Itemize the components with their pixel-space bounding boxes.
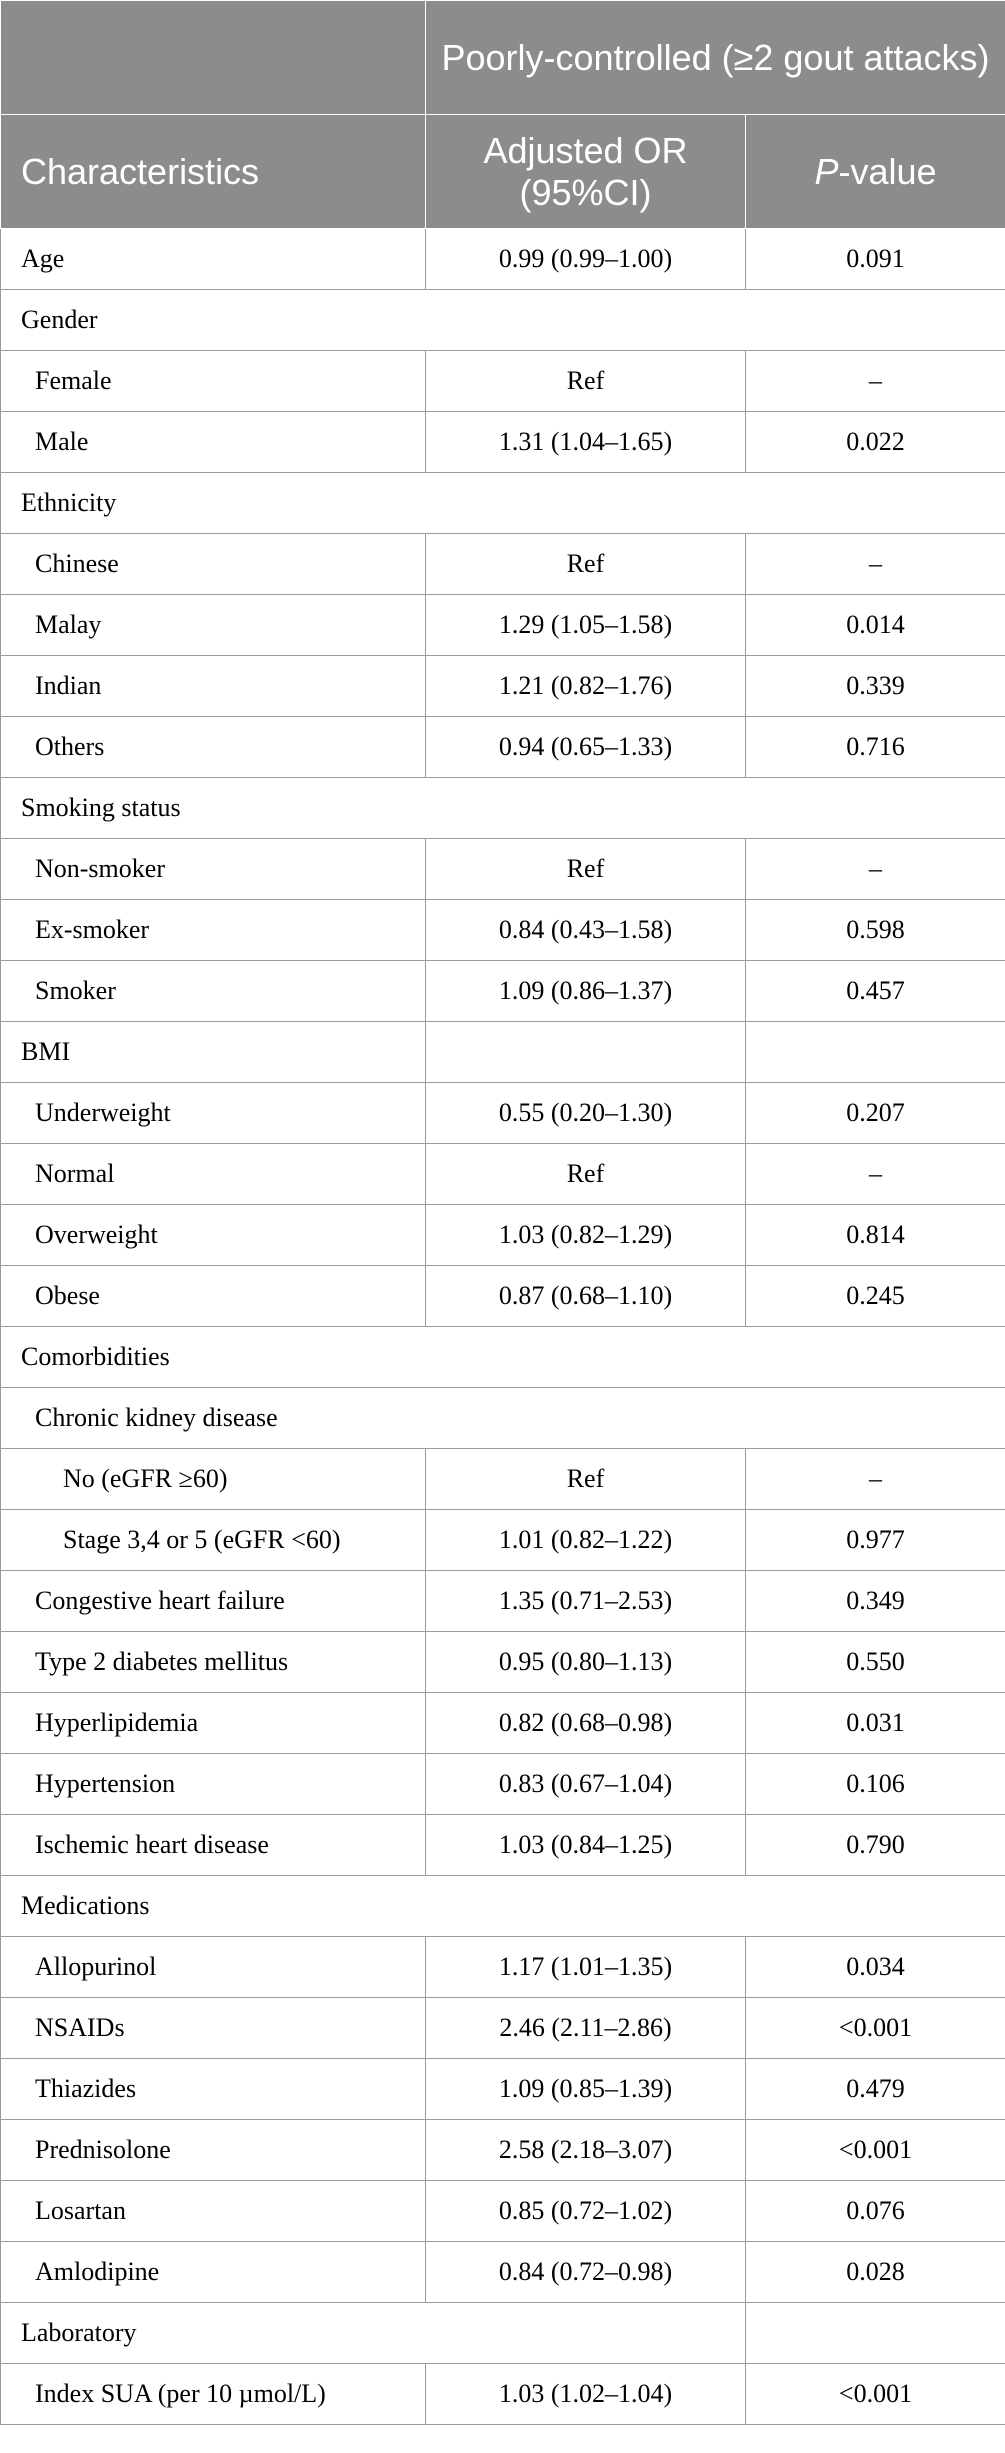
row-or: 2.46 (2.11–2.86): [426, 1998, 746, 2059]
header-characteristics: Characteristics: [1, 115, 426, 229]
row-p: 0.790: [746, 1815, 1005, 1876]
row-or: [426, 1022, 746, 1083]
row-p: 0.716: [746, 717, 1005, 778]
table-row: [1, 1327, 1005, 1388]
section-label: Laboratory: [1, 2303, 746, 2364]
table-row: [1, 1632, 1005, 1693]
row-p: 0.245: [746, 1266, 1005, 1327]
row-p: <0.001: [746, 2364, 1005, 2425]
table-row: [1, 1876, 1005, 1937]
table-row: [1, 2242, 1005, 2303]
row-or: 1.01 (0.82–1.22): [426, 1510, 746, 1571]
table-row: [1, 1754, 1005, 1815]
table-row: [1, 2364, 1005, 2425]
row-or: 0.84 (0.43–1.58): [426, 900, 746, 961]
row-or: 0.87 (0.68–1.10): [426, 1266, 746, 1327]
row-label: Losartan: [1, 2181, 426, 2242]
row-label: Chinese: [1, 534, 426, 595]
row-label: Indian: [1, 656, 426, 717]
table-row: [1, 1693, 1005, 1754]
row-or: 0.83 (0.67–1.04): [426, 1754, 746, 1815]
row-or: Ref: [426, 351, 746, 412]
table-row: [1, 2181, 1005, 2242]
section-label: Comorbidities: [1, 1327, 1005, 1388]
row-or: 0.84 (0.72–0.98): [426, 2242, 746, 2303]
section-label: Ethnicity: [1, 473, 1005, 534]
row-or: 1.31 (1.04–1.65): [426, 412, 746, 473]
row-p: [746, 2303, 1005, 2364]
table-row: [1, 1998, 1005, 2059]
row-p: 0.598: [746, 900, 1005, 961]
table-row: [1, 412, 1005, 473]
row-or: 1.03 (0.82–1.29): [426, 1205, 746, 1266]
subsection-label: Chronic kidney disease: [1, 1388, 1005, 1449]
row-or: 2.58 (2.18–3.07): [426, 2120, 746, 2181]
row-label: Normal: [1, 1144, 426, 1205]
table-row: [1, 534, 1005, 595]
table-row: [1, 839, 1005, 900]
row-or: 1.09 (0.85–1.39): [426, 2059, 746, 2120]
row-p: <0.001: [746, 1998, 1005, 2059]
row-p: 0.814: [746, 1205, 1005, 1266]
table-row: [1, 1815, 1005, 1876]
row-p: –: [746, 534, 1005, 595]
row-or: 1.21 (0.82–1.76): [426, 656, 746, 717]
row-p: 0.106: [746, 1754, 1005, 1815]
table-row: [1, 1510, 1005, 1571]
row-label: Allopurinol: [1, 1937, 426, 1998]
row-label: Female: [1, 351, 426, 412]
row-label: No (eGFR ≥60): [1, 1449, 426, 1510]
table-row: [1, 1388, 1005, 1449]
row-or: 0.95 (0.80–1.13): [426, 1632, 746, 1693]
row-label: Stage 3,4 or 5 (eGFR <60): [1, 1510, 426, 1571]
row-p: –: [746, 351, 1005, 412]
header-group-label: Poorly-controlled (≥2 gout attacks): [426, 1, 1005, 115]
row-p: 0.022: [746, 412, 1005, 473]
row-label: Malay: [1, 595, 426, 656]
table-row: [1, 778, 1005, 839]
table-row: [1, 1022, 1005, 1083]
row-p: 0.076: [746, 2181, 1005, 2242]
table-row: [1, 1449, 1005, 1510]
table-row: [1, 900, 1005, 961]
row-p: 0.457: [746, 961, 1005, 1022]
row-p: 0.977: [746, 1510, 1005, 1571]
table-row: [1, 1205, 1005, 1266]
row-p: 0.091: [746, 229, 1005, 290]
header-p-italic: P: [814, 150, 839, 192]
row-or: 0.82 (0.68–0.98): [426, 1693, 746, 1754]
table-row: [1, 290, 1005, 351]
row-or: Ref: [426, 839, 746, 900]
section-label: Gender: [1, 290, 1005, 351]
row-p: <0.001: [746, 2120, 1005, 2181]
header-p-suffix: -value: [838, 150, 937, 192]
row-label: Amlodipine: [1, 2242, 426, 2303]
section-label: Medications: [1, 1876, 1005, 1937]
row-p: 0.339: [746, 656, 1005, 717]
row-label: Congestive heart failure: [1, 1571, 426, 1632]
row-label: Obese: [1, 1266, 426, 1327]
row-p: [746, 1022, 1005, 1083]
row-or: 1.35 (0.71–2.53): [426, 1571, 746, 1632]
row-or: 1.17 (1.01–1.35): [426, 1937, 746, 1998]
row-label: Ex-smoker: [1, 900, 426, 961]
row-label: Male: [1, 412, 426, 473]
row-or: Ref: [426, 1144, 746, 1205]
row-or: Ref: [426, 534, 746, 595]
section-label: BMI: [1, 1022, 426, 1083]
row-label: Prednisolone: [1, 2120, 426, 2181]
table-row: [1, 2303, 1005, 2364]
row-label: Non-smoker: [1, 839, 426, 900]
row-or: 1.03 (1.02–1.04): [426, 2364, 746, 2425]
row-label: Type 2 diabetes mellitus: [1, 1632, 426, 1693]
row-label: Thiazides: [1, 2059, 426, 2120]
row-p: 0.014: [746, 595, 1005, 656]
table-row: [1, 473, 1005, 534]
table-row: [1, 1571, 1005, 1632]
header-p-value: [746, 115, 1005, 229]
table-row: [1, 1266, 1005, 1327]
table-row: [1, 2059, 1005, 2120]
row-or: 0.94 (0.65–1.33): [426, 717, 746, 778]
header-empty-cell: [1, 1, 426, 115]
table-row: [1, 656, 1005, 717]
row-label: Age: [1, 229, 426, 290]
table-row: [1, 1083, 1005, 1144]
row-or: 0.85 (0.72–1.02): [426, 2181, 746, 2242]
row-p: –: [746, 839, 1005, 900]
table-row: [1, 2120, 1005, 2181]
table-row: [1, 961, 1005, 1022]
row-or: 1.29 (1.05–1.58): [426, 595, 746, 656]
row-label: Overweight: [1, 1205, 426, 1266]
row-or: 1.09 (0.86–1.37): [426, 961, 746, 1022]
row-label: NSAIDs: [1, 1998, 426, 2059]
header-row-columns: [1, 115, 1005, 229]
row-p: –: [746, 1144, 1005, 1205]
row-label: Hyperlipidemia: [1, 1693, 426, 1754]
row-p: 0.349: [746, 1571, 1005, 1632]
table-row: [1, 1144, 1005, 1205]
header-adjusted-or: Adjusted OR (95%CI): [426, 115, 746, 229]
row-p: –: [746, 1449, 1005, 1510]
row-p: 0.034: [746, 1937, 1005, 1998]
row-p: 0.207: [746, 1083, 1005, 1144]
row-or: 1.03 (0.84–1.25): [426, 1815, 746, 1876]
section-label: Smoking status: [1, 778, 1005, 839]
row-or: 0.99 (0.99–1.00): [426, 229, 746, 290]
row-p: 0.028: [746, 2242, 1005, 2303]
row-or: Ref: [426, 1449, 746, 1510]
row-p: 0.031: [746, 1693, 1005, 1754]
header-row-group: [1, 1, 1005, 115]
row-label: Others: [1, 717, 426, 778]
row-label: Index SUA (per 10 µmol/L): [1, 2364, 426, 2425]
table-row: [1, 229, 1005, 290]
row-p: 0.479: [746, 2059, 1005, 2120]
row-label: Smoker: [1, 961, 426, 1022]
row-label: Underweight: [1, 1083, 426, 1144]
table-row: [1, 351, 1005, 412]
row-or: 0.55 (0.20–1.30): [426, 1083, 746, 1144]
table-row: [1, 1937, 1005, 1998]
table-row: [1, 595, 1005, 656]
row-label: Hypertension: [1, 1754, 426, 1815]
row-label: Ischemic heart disease: [1, 1815, 426, 1876]
table-row: [1, 717, 1005, 778]
row-p: 0.550: [746, 1632, 1005, 1693]
